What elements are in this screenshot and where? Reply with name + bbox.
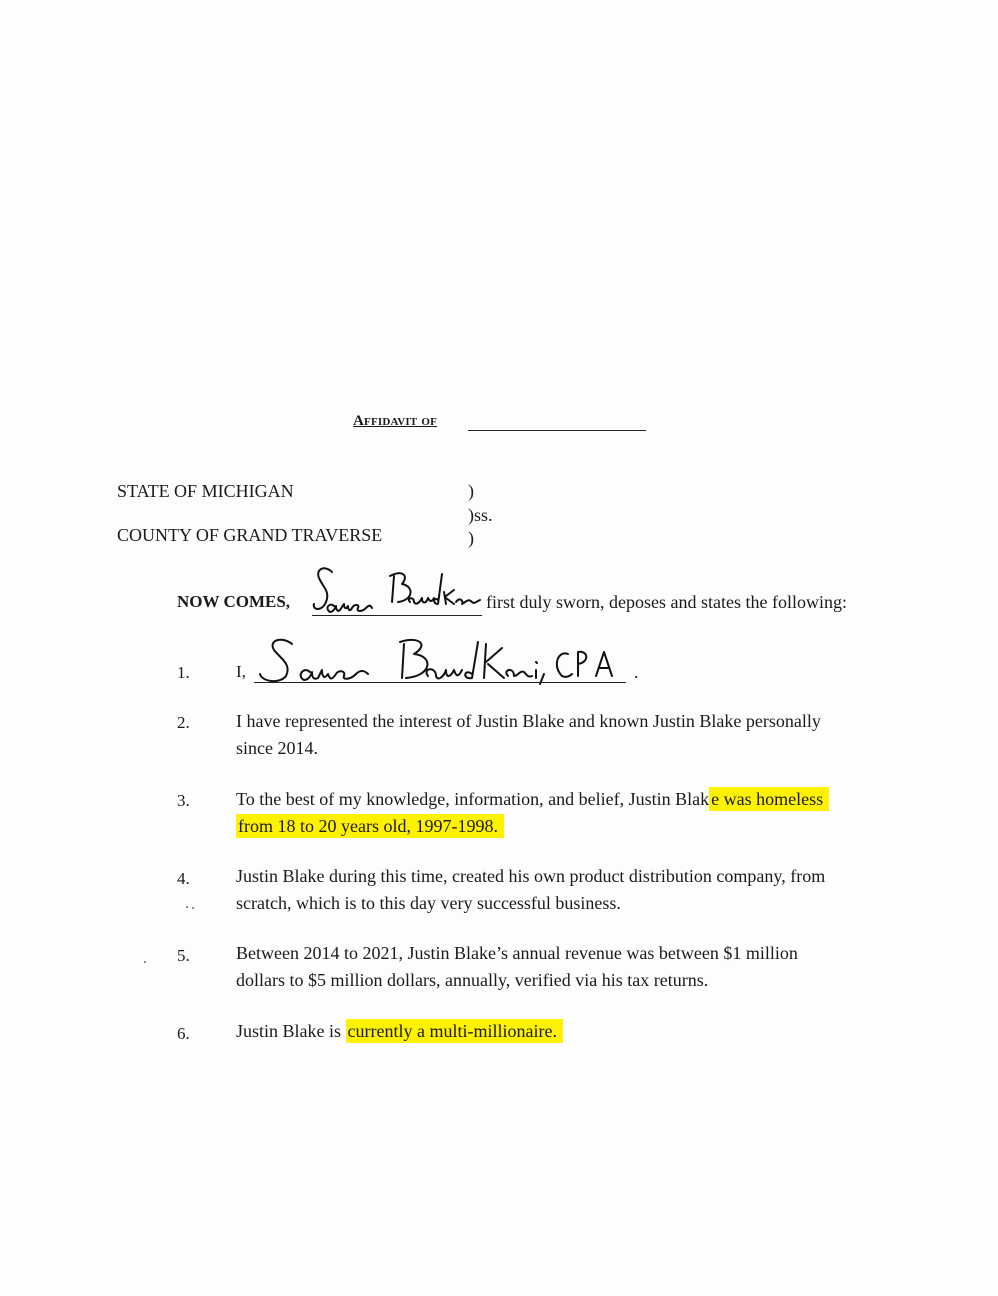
paragraph-3-number: 3. bbox=[177, 791, 190, 810]
paragraph-5-text bbox=[236, 940, 798, 994]
scan-speck bbox=[144, 961, 146, 963]
paragraph-2-line-2: since 2014. bbox=[236, 738, 318, 758]
venue-county: COUNTY OF GRAND TRAVERSE bbox=[117, 525, 383, 545]
paragraph-1-handwritten-name bbox=[252, 636, 632, 686]
paragraph-5-number: 5. bbox=[177, 946, 190, 965]
paragraph-6-number: 6. bbox=[177, 1024, 190, 1043]
paragraph-2-text bbox=[236, 708, 821, 762]
document-title-text: Affidavit of bbox=[353, 413, 438, 429]
paragraph-1-suffix: . bbox=[634, 662, 639, 682]
venue-state: STATE OF MICHIGAN bbox=[117, 481, 294, 501]
paragraph-5-line-1: Between 2014 to 2021, Justin Blake’s annual revenue was between $1 million bbox=[236, 943, 798, 963]
paragraph-4-line-1: Justin Blake during this time, created his own product distribution company, from bbox=[236, 866, 826, 886]
paragraph-1-number: 1. bbox=[177, 663, 190, 682]
scan-speck bbox=[192, 907, 194, 909]
paragraph-4-line-2: scratch, which is to this day very successful business. bbox=[236, 893, 621, 913]
paragraph-3-highlight-2: from 18 to 20 years old, 1997-1998. bbox=[236, 814, 504, 838]
scan-speck bbox=[186, 906, 188, 908]
now-comes-signature bbox=[310, 562, 486, 620]
paragraph-3-line-1-plain: To the best of my knowledge, information, and belief, Justin Blak bbox=[236, 789, 710, 809]
paragraph-5-line-2: dollars to $5 million dollars, annually, verified via his tax returns. bbox=[236, 970, 709, 990]
paragraph-3-text bbox=[236, 786, 829, 840]
now-comes-signature-line bbox=[312, 615, 482, 616]
now-comes-text: first duly sworn, deposes and states the following: bbox=[486, 592, 847, 612]
venue-paren-bottom: ) bbox=[468, 528, 474, 548]
paragraph-3-line-1 bbox=[236, 786, 829, 813]
title-blank-line bbox=[468, 430, 646, 431]
paragraph-3-line-2 bbox=[236, 813, 829, 840]
paragraph-4-number: 4. bbox=[177, 869, 190, 888]
paragraph-1-prefix: I, bbox=[236, 662, 246, 681]
paragraph-2-line-1: I have represented the interest of Justin Blake and known Justin Blake personally bbox=[236, 711, 821, 731]
now-comes-label: NOW COMES, bbox=[177, 592, 291, 611]
paragraph-6-highlight: currently a multi-millionaire. bbox=[346, 1019, 563, 1043]
paragraph-6-plain: Justin Blake is bbox=[236, 1021, 346, 1041]
paragraph-6-text bbox=[236, 1018, 563, 1045]
venue-paren-top: ) bbox=[468, 481, 474, 501]
paragraph-1-blank-line bbox=[254, 682, 626, 683]
document-title bbox=[353, 413, 437, 430]
paragraph-2-number: 2. bbox=[177, 713, 190, 732]
paragraph-3-highlight-1: e was homeless bbox=[709, 787, 829, 811]
venue-paren-ss: )ss. bbox=[468, 505, 493, 525]
paragraph-4-text bbox=[236, 863, 825, 917]
